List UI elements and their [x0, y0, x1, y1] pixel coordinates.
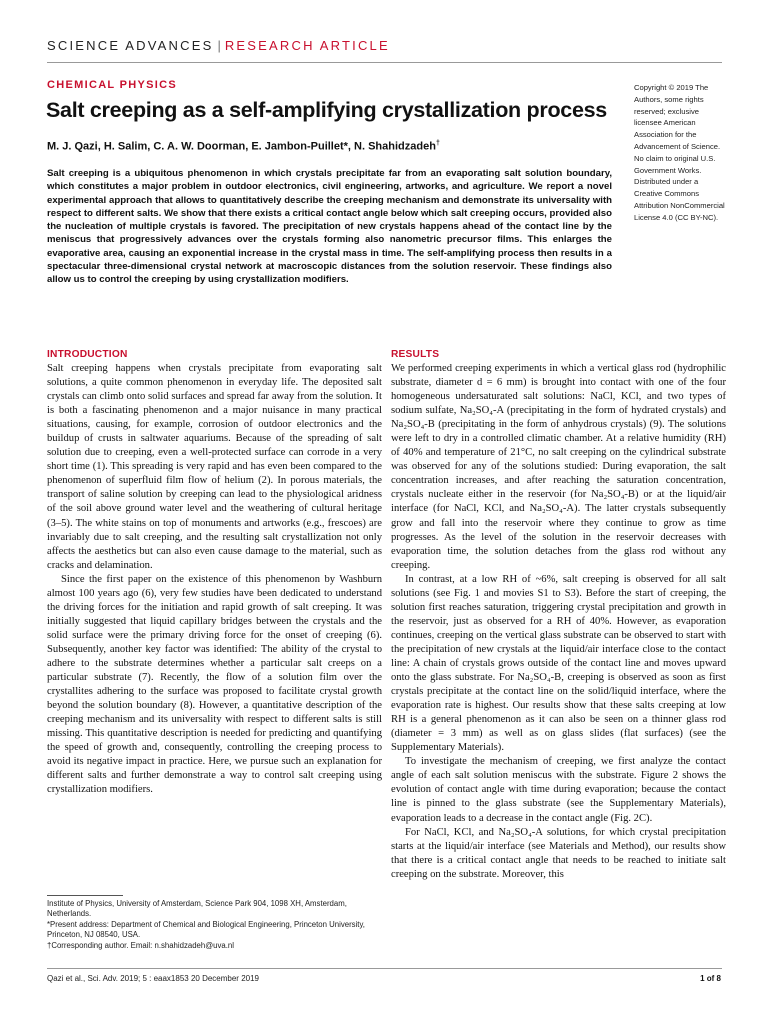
introduction-heading: INTRODUCTION	[47, 349, 128, 360]
copyright-notice: Copyright © 2019 The Authors, some rights reserved; exclusive licensee American Association for the Advancement of Science. No claim to original U.S. Government Works. Distributed under a Creative Commons Attribution NonCommercial License 4.0 (CC BY-NC).	[634, 83, 725, 222]
article-title: Salt creeping as a self-amplifying crystallization process	[46, 98, 607, 122]
results-heading: RESULTS	[391, 349, 440, 360]
results-paragraph: For NaCl, KCl, and Na₂SO₄-A solutions, for which crystal precipitation starts at the liquid/air interface (see Materials and Method), our results show that there is a critical contact angle that needs to be reached to initiate salt creeping on the substrate. Moreover, this	[391, 826, 726, 880]
citation-footer: Qazi et al., Sci. Adv. 2019; 5 : eaax1853 20 December 2019	[47, 974, 259, 983]
page-number: 1 of 8	[700, 974, 721, 983]
corresponding-author-mark: †	[435, 140, 440, 147]
introduction-paragraph: Since the first paper on the existence of this phenomenon by Washburn almost 100 years ago (6), very few studies have been dedicated to understand the driving forces for the initiation and rapid growth of salt creeping. It was initially suggested that liquid capillary bridges between the crystals and the solid surface were the primary driving force for the onset of creeping (6). Subsequently, another key factor was identified: The ability of the crystal to adhere to the substrate determines whether a particular salt creeps on a particular substrate (7). Recently, the flow of a solution film over the crystallites adhering to the surface was proposed to facilitate crystal growth beyond the solution boundary (8). However, a quantitative description of the creeping mechanism and its universality with respect to different salts is still missing. This quantitative description is needed for predicting and quantifying the speed of growth and, consequently, controlling the creeping process to avoid its negative impact in practice. Here, we pursue such an explanation for different salts and further demonstrate a way to control salt creeping using crystallization modifiers.	[47, 573, 382, 796]
corresponding-author-footnote: †Corresponding author. Email: n.shahidzadeh@uva.nl	[47, 940, 234, 950]
journal-header	[47, 38, 390, 53]
footnote-rule	[47, 895, 123, 896]
abstract: Salt creeping is a ubiquitous phenomenon in which crystals precipitate far from an evaporating salt solution boundary, which constitutes a major problem in outdoor electronics, civil engineering, artworks, and agriculture. We report a novel experimental approach that allows to quantitatively describe the creeping mechanism and demonstrate its universality with respect to different salts. We show that there exists a critical contact angle below which salt creeping occurs, provided also the nucleation of multiple crystals is favored. The precipitation of new crystals happens ahead of the contact line by the meniscus that progressively advances over the crystals forming also nanometric precursor films. This enlarges the evaporative area, causing an exponential increase in the crystal mass in time. The self-amplifying process then results in a spectacular three-dimensional crystal network at macroscopic distances from the solution reservoir. These findings also allow us to control the creeping by using crystallization modifiers.	[47, 168, 612, 285]
article-category: CHEMICAL PHYSICS	[47, 79, 177, 91]
present-address-footnote: *Present address: Department of Chemical and Biological Engineering, Princeton University, Princeton, NJ 08540, USA.	[47, 919, 365, 940]
results-paragraph: To investigate the mechanism of creeping, we first analyze the contact angle of each salt solution meniscus with the substrate. Figure 2 shows the evolution of contact angle with time during evaporation; because the contact line is pinned to the glass substrate (see the Supplementary Materials), evaporation leads to a decrease in the contact angle (Fig. 2C).	[391, 756, 726, 824]
author-names: M. J. Qazi, H. Salim, C. A. W. Doorman, E. Jambon-Puillet*, N. Shahidzadeh	[47, 140, 436, 153]
left-column	[47, 348, 382, 797]
author-list	[47, 140, 440, 153]
footnotes	[47, 899, 382, 951]
article-type: RESEARCH ARTICLE	[224, 38, 390, 53]
results-paragraph: We performed creeping experiments in which a vertical glass rod (hydrophilic substrate, diameter d = 6 mm) is brought into contact with one of the four homogeneous undersaturated salt solutions: NaCl, KCl, and two types of sodium sulfate, Na₂SO₄-A (precipitating in the form of hydrated crystals) and Na₂SO₄-B (precipitating in the form of anhydrous crystals) (9). The solutions were left to dry in a controlled climatic chamber. At a relative humidity (RH) of 40% and temperature of 21°C, no salt creeping on the cylindrical substrate was observed for any of the solutions studied: During evaporation, the salt concentration increases, and after reaching the saturation concentration, crystals nucleate either in the reservoir (for Na₂SO₄-B) or at the liquid/air interface (for NaCl, KCl, and Na₂SO₄-A). The latter crystals subsequently grow and fall into the reservoir where they continue to grow as time progresses. As the level of the solution in the reservoir decreases with evaporation time, the solution detaches from the glass rod without any creeping.	[391, 363, 726, 571]
journal-name: SCIENCE ADVANCES	[47, 38, 214, 53]
header-separator: |	[217, 38, 221, 53]
header-rule	[47, 62, 722, 63]
introduction-paragraph: Salt creeping happens when crystals precipitate from evaporating salt solutions, a quite common phenomenon in everyday life. The deposited salt crystals can climb onto solid surfaces and spread far away from the solution. It is both a fascinating phenomenon and a major nuisance in many practical situations, causing, for example, corrosion of outdoor electronics and the buildup of crusts in saltwater aquariums. Because of the spreading of salt solution due to creeping, even a well-protected surface can corrode in a very short time (1). This spreading is very rapid and has even been compared to the phenomenon of superfluid film flow of helium (2). In porous materials, the transport of saline solution by creeping can lead to the physiological aridness of the soil above ground water level and the weathering of cultural heritage (3–5). The white stains on top of monuments and artworks (e.g., frescoes) are invariably due to salt creeping, and the resulting salt crystallization not only affects the aesthetics but can also even cause damage to the material, such as cracks and delamination.	[47, 363, 382, 571]
affiliation-footnote: Institute of Physics, University of Amsterdam, Science Park 904, 1098 XH, Amsterdam, Netherlands.	[47, 899, 347, 919]
right-column	[391, 348, 726, 882]
footer-rule	[47, 968, 722, 969]
results-paragraph: In contrast, at a low RH of ~6%, salt creeping is observed for all salt solutions (see Fig. 1 and movies S1 to S3). Before the start of creeping, the solution first reaches saturation, triggering crystal precipitation and growth in the reservoir, just as observed for a RH of 40%. However, as evaporation continues, creeping on the vertical glass substrate can be observed to start with the precipitation of new crystals at the liquid/air interface close to the contact line: A chain of crystals grows outside of the contact line and moves upward onto the glass substrate. For Na₂SO₄-B, creeping is observed as soon as first crystals precipitate at the contact line on the solid/liquid interface, where the evaporation rate is highest. Our results show that these salts creeping at low RH is a general phenomenon as it can also be seen on a thinner glass rod (diameter = 3 mm) as well as on glass slides (flat surfaces) (see the Supplementary Materials).	[391, 573, 726, 754]
